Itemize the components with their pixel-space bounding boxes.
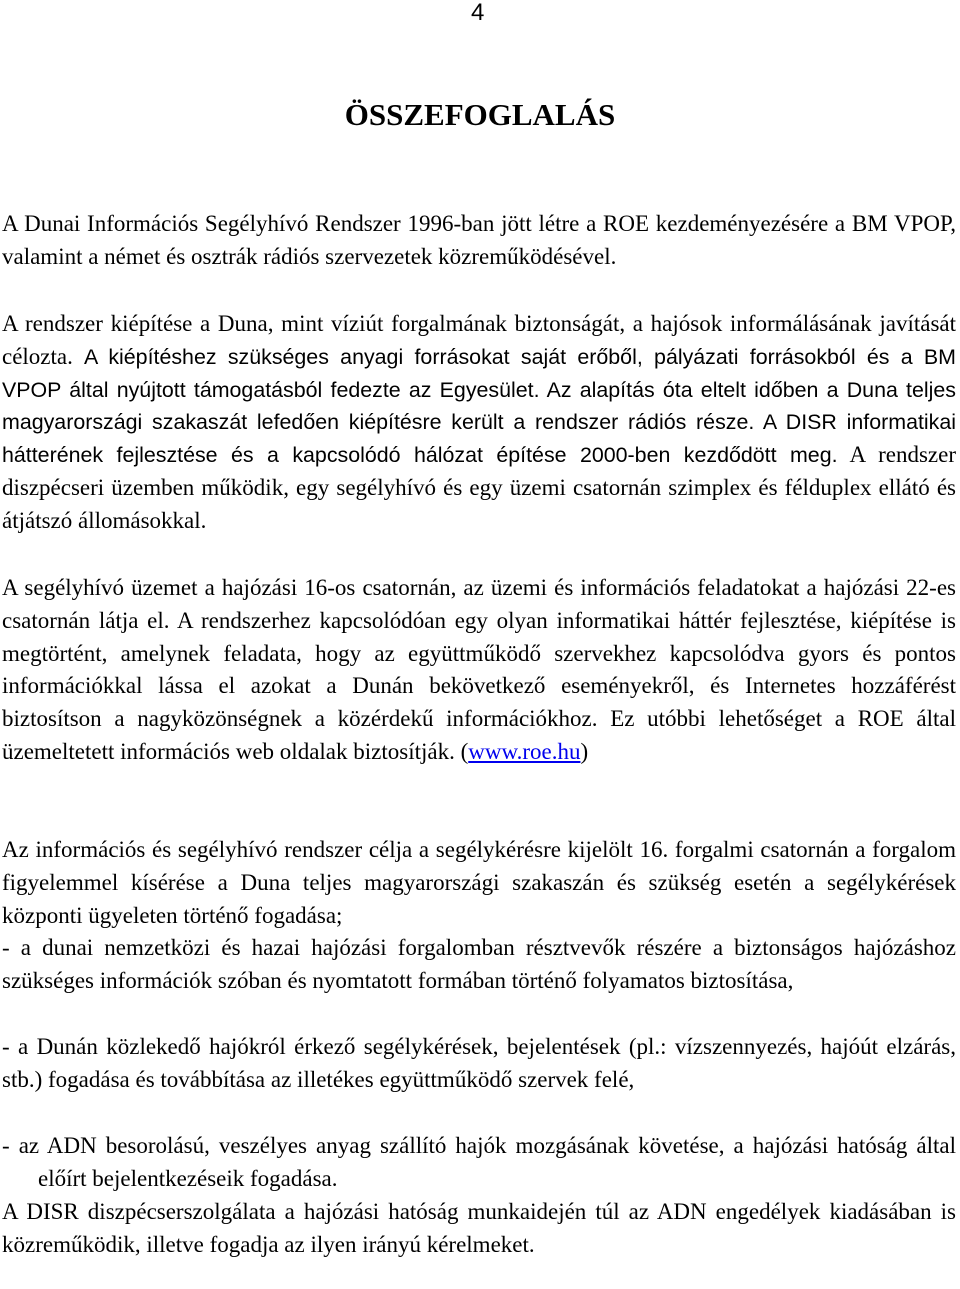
list-item-emergency: - a Dunán közlekedő hajókról érkező segélykérések, bejelentések (pl.: vízszennyezés, hajóút elzárás, stb.) fogadása és továbbítása az illetékes együttműködő szervek felé,	[2, 1034, 956, 1092]
paragraph-system-purpose-lead: A rendszer kiépítése a Duna, mint víziút forgalmának biztonságát, a hajósok informálásának javítását célozta.	[2, 311, 956, 369]
paragraph-system-purpose	[2, 308, 956, 538]
list-item-adn: - az ADN besorolású, veszélyes anyag szállító hajók mozgásának követése, a hajózási hatóság által előírt bejelentkezéseik fogadása.	[2, 1133, 956, 1191]
paragraph-closing: A DISR diszpécserszolgálata a hajózási hatóság munkaidején túl az ADN engedélyek kiadásában is közreműködik, illetve fogadja az ilyen irányú kérelmeket.	[2, 1199, 956, 1257]
paragraph-goal-intro: Az információs és segélyhívó rendszer célja a segélykérésre kijelölt 16. forgalmi csatornán a forgalom figyelemmel kísérése a Duna teljes magyarországi szakaszán és szükség esetén a segélykérések központi ügyeleten történő fogadása;	[2, 837, 956, 928]
paragraph-system-operation: A rendszer diszpécseri üzemben működik, egy segélyhívó és egy üzemi csatornán szimplex és félduplex ellátó és átjátszó állomásokkal.	[2, 442, 956, 533]
paragraph-founding: A Dunai Információs Segélyhívó Rendszer 1996-ban jött létre a ROE kezdeményezésére a BM VPOP, valamint a német és osztrák rádiós szervezetek közreműködésével.	[2, 211, 956, 269]
paragraph-channels	[2, 572, 956, 769]
list-item-information: - a dunai nemzetközi és hazai hajózási forgalomban résztvevők részére a biztonságos hajózáshoz szükséges információk szóban és nyomtatott formában történő folyamatos biztosítása,	[2, 935, 956, 993]
roe-website-link[interactable]: www.roe.hu	[468, 738, 581, 764]
page-number: 4	[471, 0, 485, 26]
page-title: ÖSSZEFOGLALÁS	[344, 97, 616, 132]
paragraph-channels-text: A segélyhívó üzemet a hajózási 16-os csatornán, az üzemi és információs feladatokat a hajózási 22-es csatornán látja el. A rendszerhez kapcsolódóan egy olyan informatikai háttér fejlesztése, kiépítése is megtörtént, amelynek feladata, hogy az együttműködő szervekhez kapcsolódva gyors és pontos információkkal lássa el azokat a Dunán bekövetkező eseményekről, és Internetes hozzáférést biztosítson a nagyközönségnek a közérdekű információkhoz. Ez utóbbi lehetőséget a ROE által üzemeltetett információs web oldalak biztosítják. (	[2, 575, 956, 764]
paragraph-channels-end: )	[580, 738, 589, 764]
paragraph-system-funding: A kiépítéshez szükséges anyagi forrásokat saját erőből, pályázati forrásokból és a BM VPOP által nyújtott támogatásból fedezte az Egyesület. Az alapítás óta eltelt időben a Duna teljes magyarországi szakaszát lefedően kiépítésre került a rendszer rádiós része. A DISR informatikai hátterének fejlesztése és a kapcsolódó hálózat építése 2000-ben kezdődött meg.	[2, 344, 956, 468]
